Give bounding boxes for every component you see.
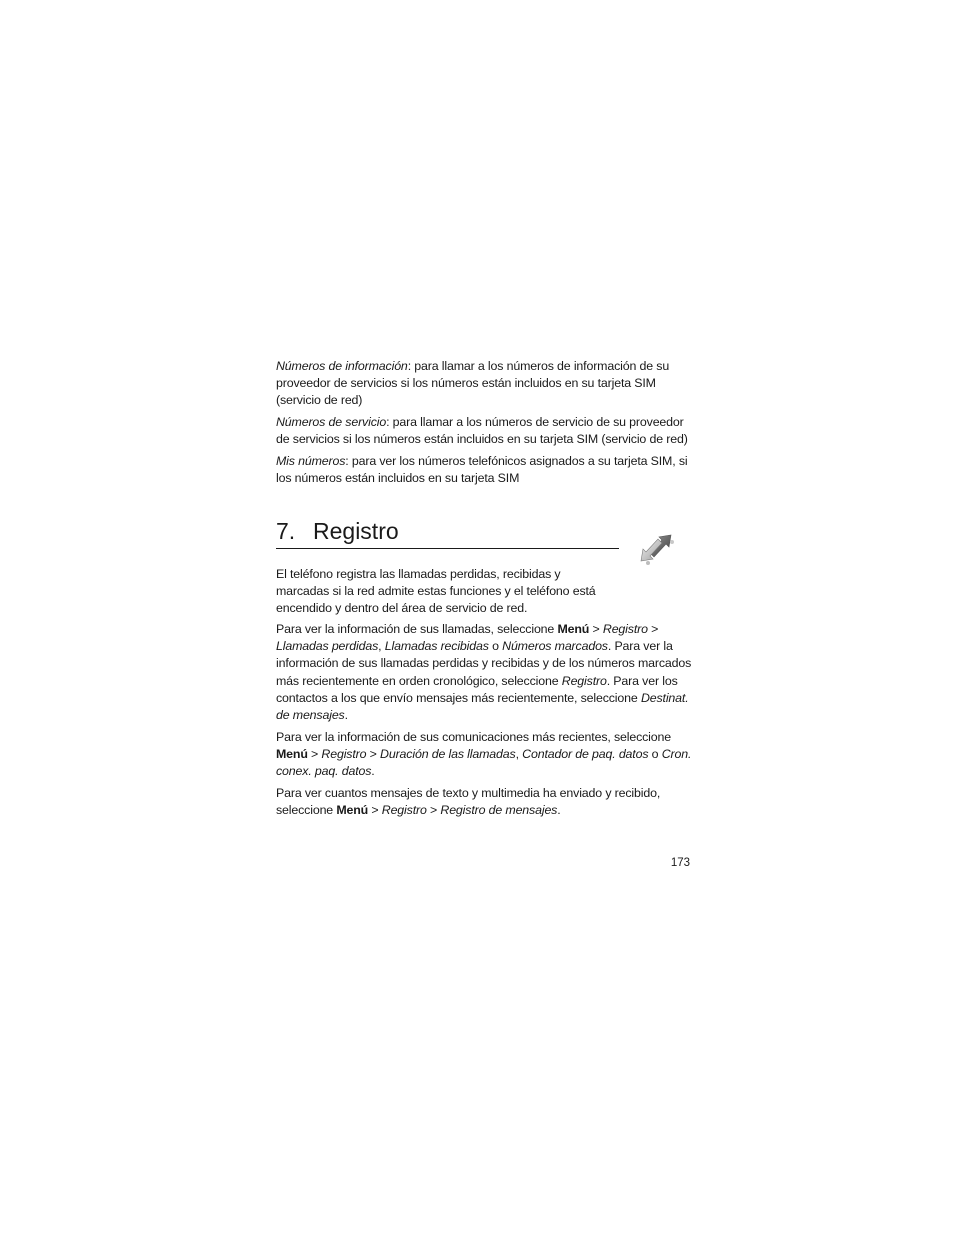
- paragraph-ver-llamadas: [276, 621, 692, 724]
- menu-path-duracion-llamadas: Duración de las llamadas: [380, 747, 516, 762]
- registro-intro-text: El teléfono registra las llamadas perdidas, recibidas y marcadas si la red admite estas funciones y el teléfono está encendido y dentro del área de servicio de red.: [276, 567, 596, 616]
- text: .: [344, 708, 348, 723]
- menu-path-registro: Registro: [381, 803, 427, 818]
- paragraph-comunicaciones: [276, 729, 692, 781]
- separator: >: [589, 622, 603, 636]
- menu-path-registro: Registro: [321, 747, 367, 762]
- menu-path-llamadas-perdidas: Llamadas perdidas: [276, 639, 379, 654]
- separator: >: [366, 747, 381, 762]
- desc-numeros-informacion: : para llamar a los números de información de su proveedor de servicios si los números están incluidos en su tarjeta SIM (servicio de red): [276, 359, 670, 408]
- section-number: 7.: [276, 518, 296, 544]
- menu-path-numeros-marcados: Números marcados: [502, 639, 608, 654]
- separator: >: [647, 622, 659, 636]
- section-heading: [276, 516, 619, 549]
- menu-path-registro: Registro: [602, 622, 648, 636]
- text: o: [488, 639, 503, 654]
- text: o: [648, 747, 662, 762]
- menu-path-registro: Registro: [561, 673, 607, 688]
- paragraph-mis-numeros: [276, 453, 692, 487]
- text: ,: [515, 747, 523, 762]
- term-mis-numeros: Mis números: [276, 454, 346, 468]
- paragraph-registro-intro: [276, 566, 616, 618]
- text: . Para ver la información de sus llamadas perdidas y recibidas y de los números marcados más recientemente en orden cronológico, seleccione: [276, 639, 692, 688]
- menu-path-registro-mensajes: Registro de mensajes: [440, 803, 558, 818]
- desc-numeros-servicio: : para llamar a los números de servicio de su proveedor de servicios si los números están incluidos en su tarjeta SIM (servicio de red): [276, 415, 688, 447]
- text: .: [557, 803, 561, 818]
- text: ,: [378, 639, 385, 654]
- separator: >: [307, 747, 322, 762]
- separator: >: [426, 803, 441, 818]
- paragraph-numeros-servicio: [276, 414, 692, 448]
- term-numeros-servicio: Números de servicio: [276, 415, 387, 429]
- menu-path-destinat-mensajes: Destinat. de mensajes: [276, 690, 689, 723]
- section-title: Registro: [313, 518, 399, 544]
- text: Para ver la información de sus llamadas, seleccione: [276, 622, 558, 636]
- separator: >: [368, 803, 382, 818]
- menu-path-llamadas-recibidas: Llamadas recibidas: [384, 639, 489, 654]
- text: . Para ver los contactos a los que envío mensajes más recientemente, seleccione: [276, 673, 678, 705]
- text: .: [371, 764, 375, 779]
- menu-path-contador-paq-datos: Contador de paq. datos: [522, 747, 649, 762]
- call-log-arrows-icon: [636, 527, 680, 569]
- text: Para ver cuantos mensajes de texto y multimedia ha enviado y recibido, seleccione: [276, 786, 661, 818]
- menu-keyword: Menú: [557, 622, 590, 636]
- desc-mis-numeros: : para ver los números telefónicos asignados a su tarjeta SIM, si los números están incluidos en su tarjeta SIM: [276, 454, 688, 486]
- menu-path-cron-conex: Cron. conex. paq. datos: [276, 747, 692, 779]
- paragraph-numeros-informacion: [276, 358, 692, 410]
- paragraph-mensajes: [276, 785, 692, 819]
- page-number: 173: [670, 857, 690, 869]
- menu-keyword: Menú: [276, 747, 308, 762]
- term-numeros-informacion: Números de información: [276, 359, 408, 373]
- menu-keyword: Menú: [336, 803, 369, 818]
- text: Para ver la información de sus comunicaciones más recientes, seleccione: [276, 730, 671, 744]
